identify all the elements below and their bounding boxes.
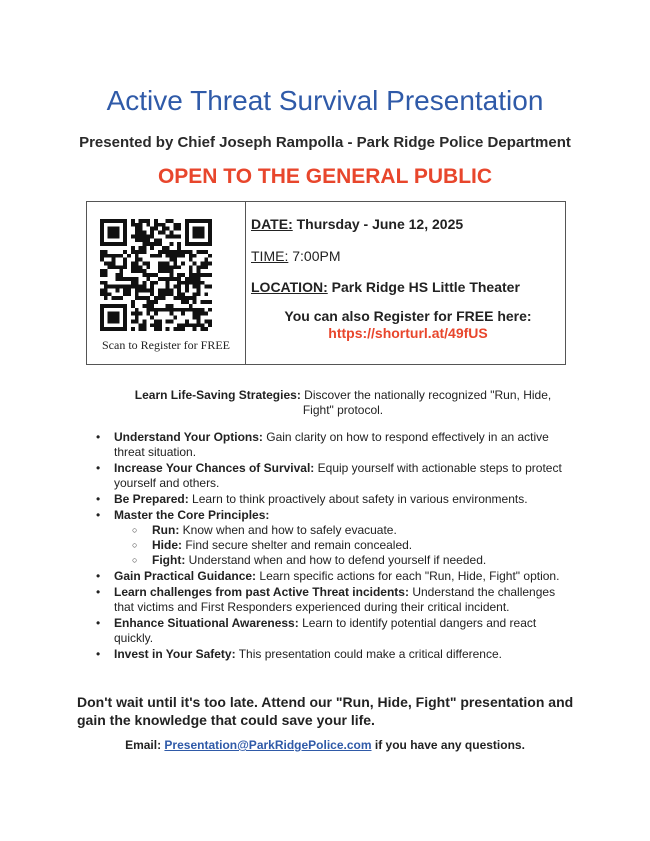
register-text: You can also Register for FREE here:	[284, 308, 532, 324]
item-label: Enhance Situational Awareness:	[114, 616, 299, 630]
time-value: 7:00PM	[292, 248, 341, 264]
item-text: Understand the challenges that victims and First Responders experienced during their critical incident.	[114, 585, 556, 614]
location-value: Park Ridge HS Little Theater	[331, 279, 520, 295]
item-label: Learn challenges from past Active Threat incidents:	[114, 585, 409, 599]
email-link[interactable]: Presentation@ParkRidgePolice.com	[164, 738, 372, 752]
sub-list-item	[132, 538, 566, 553]
list-item	[96, 461, 566, 491]
list-item	[96, 569, 566, 584]
intro-text: Discover the nationally recognized "Run, Hide, Fight" protocol.	[302, 388, 552, 417]
list-item	[96, 430, 566, 460]
item-label: Gain Practical Guidance:	[114, 569, 257, 583]
item-label: Master the Core Principles:	[114, 508, 270, 522]
qr-caption: Scan to Register for FREE	[102, 338, 230, 352]
principle-text: Understand when and how to defend yourself if needed.	[188, 553, 487, 567]
bullet-icon: •	[96, 569, 101, 583]
bullet-icon: •	[96, 492, 101, 506]
intro-paragraph	[118, 388, 568, 418]
bullet-icon: •	[96, 461, 101, 475]
event-time	[251, 248, 340, 264]
time-label: TIME:	[251, 248, 289, 264]
item-text: Gain clarity on how to respond effectively in an active threat situation.	[114, 430, 549, 459]
event-location	[251, 279, 520, 295]
circle-bullet-icon: ○	[132, 525, 138, 535]
list-item	[96, 616, 566, 646]
audience-banner: OPEN TO THE GENERAL PUBLIC	[157, 165, 493, 188]
item-label: Understand Your Options:	[114, 430, 263, 444]
bullet-icon: •	[96, 585, 101, 599]
item-label: Increase Your Chances of Survival:	[114, 461, 315, 475]
circle-bullet-icon: ○	[132, 540, 138, 550]
item-text: Equip yourself with actionable steps to protect yourself and others.	[114, 461, 562, 490]
date-value: Thursday - June 12, 2025	[296, 216, 464, 232]
benefits-list	[96, 430, 566, 663]
register-link[interactable]: https://shorturl.at/49fUS	[328, 325, 488, 341]
intro-label: Learn Life-Saving Strategies:	[134, 388, 301, 402]
item-text: Learn to identify potential dangers and react quickly.	[114, 616, 537, 645]
principle-text: Find secure shelter and remain concealed.	[185, 538, 413, 552]
qr-code-icon[interactable]	[100, 219, 212, 331]
location-label: LOCATION:	[251, 279, 328, 295]
list-item	[96, 585, 566, 615]
list-item	[96, 508, 566, 568]
principles-list	[114, 523, 566, 568]
sub-list-item	[132, 523, 566, 538]
sub-list-item	[132, 553, 566, 568]
presenter-line: Presented by Chief Joseph Rampolla - Park Ridge Police Department	[79, 134, 571, 151]
principle-label: Hide:	[152, 538, 182, 552]
page-title: Active Threat Survival Presentation	[106, 85, 544, 116]
bullet-icon: •	[96, 430, 101, 444]
date-label: DATE:	[251, 216, 293, 232]
closing-statement: Don't wait until it's too late. Attend our "Run, Hide, Fight" presentation and gain the knowledge that could save your life.	[77, 694, 574, 728]
event-info-box	[86, 201, 566, 365]
event-date	[251, 216, 463, 232]
list-item	[96, 647, 566, 662]
event-details	[251, 202, 565, 364]
qr-cell	[87, 202, 246, 364]
email-prefix: Email:	[125, 738, 162, 752]
email-suffix: if you have any questions.	[374, 738, 525, 752]
principle-label: Fight:	[152, 553, 186, 567]
bullet-icon: •	[96, 647, 101, 661]
bullet-icon: •	[96, 616, 101, 630]
contact-line	[0, 738, 650, 752]
circle-bullet-icon: ○	[132, 555, 138, 565]
item-text: Learn specific actions for each "Run, Hide, Fight" option.	[259, 569, 560, 583]
item-label: Invest in Your Safety:	[114, 647, 236, 661]
item-text: Learn to think proactively about safety in various environments.	[192, 492, 528, 506]
item-text: This presentation could make a critical difference.	[238, 647, 502, 661]
item-label: Be Prepared:	[114, 492, 189, 506]
principle-text: Know when and how to safely evacuate.	[182, 523, 397, 537]
bullet-icon: •	[96, 508, 101, 522]
list-item	[96, 492, 566, 507]
principle-label: Run:	[152, 523, 180, 537]
